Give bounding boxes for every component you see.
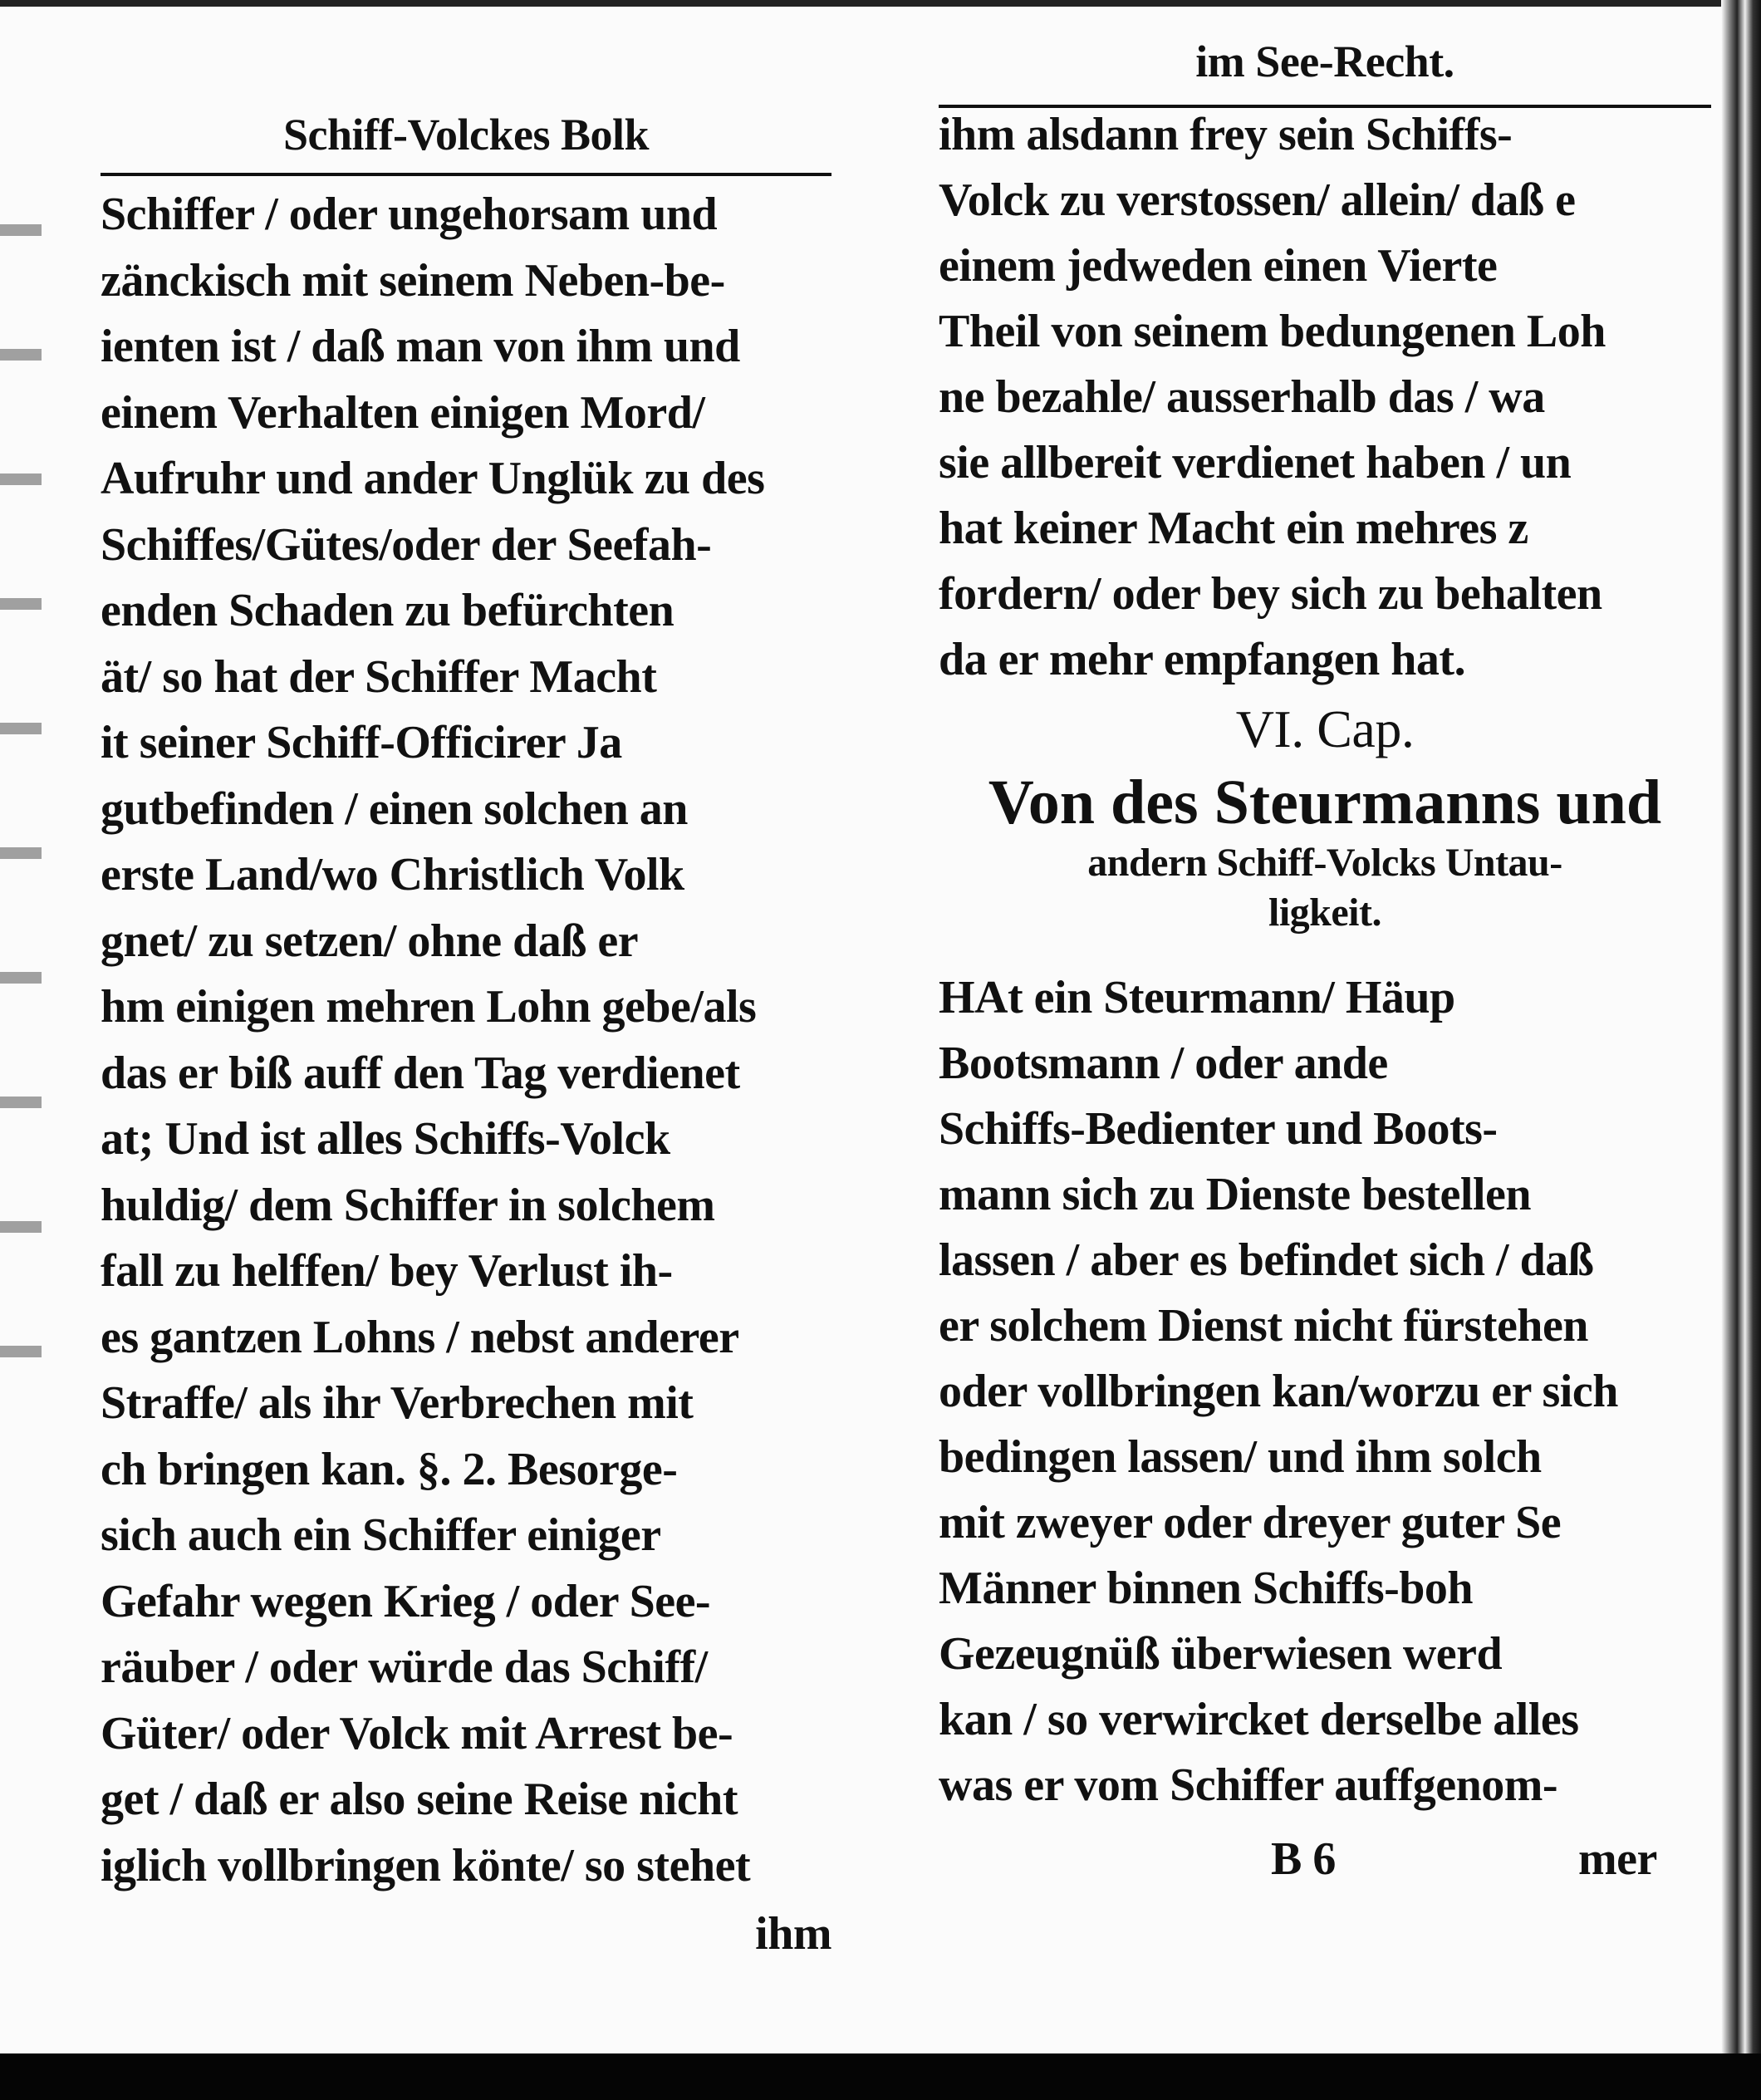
book-edge	[1721, 0, 1761, 2100]
text-line: Männer binnen Schiffs-boh	[939, 1563, 1474, 1614]
chapter-title: Von des Steurmanns und	[988, 768, 1662, 837]
text-line: enden Schaden zu befürchten	[101, 585, 674, 636]
text-line: gnet/ zu setzen/ ohne daß er	[101, 915, 639, 967]
text-line: Gezeugnüß überwiesen werd	[939, 1628, 1503, 1680]
text-line: fall zu helffen/ bey Verlust ih-	[101, 1245, 673, 1297]
text-line: lassen / aber es befindet sich / daß	[939, 1234, 1594, 1286]
text-line: Gefahr wegen Krieg / oder See-	[101, 1575, 711, 1627]
text-line: ät/ so hat der Schiffer Macht	[101, 650, 657, 703]
bleed-through-marks	[0, 150, 42, 1396]
text-line: das er biß auff den Tag verdienet	[101, 1047, 740, 1099]
text-line: Bootsmann / oder ande	[939, 1038, 1388, 1089]
left-header-rule	[101, 173, 831, 176]
text-line: es gantzen Lohns / nebst anderer	[101, 1311, 739, 1363]
right-catchword: mer	[1578, 1833, 1657, 1885]
text-line: hat keiner Macht ein mehres z	[939, 503, 1528, 554]
scan-bottom-edge	[0, 2053, 1761, 2100]
text-line: huldig/ dem Schiffer in solchem	[101, 1179, 715, 1231]
text-line: at; Und ist alles Schiffs-Volck	[101, 1113, 670, 1165]
text-line: HAt ein Steurmann/ Häup	[939, 972, 1455, 1023]
text-line: Schiffes/Gütes/oder der Seefah-	[101, 518, 712, 571]
text-line: da er mehr empfangen hat.	[939, 634, 1466, 685]
text-line: einem jedweden einen Vierte	[939, 240, 1498, 292]
text-line: Güter/ oder Volck mit Arrest be-	[101, 1707, 733, 1759]
chapter-subtitle-cont: ligkeit.	[1268, 891, 1381, 935]
text-line: hm einigen mehren Lohn gebe/als	[101, 981, 757, 1033]
text-line: sie allbereit verdienet haben / un	[939, 437, 1572, 488]
text-line: was er vom Schiffer auffgenom-	[939, 1759, 1558, 1811]
text-line: Straffe/ als ihr Verbrechen mit	[101, 1377, 694, 1429]
text-line: ihm alsdann frey sein Schiffs-	[939, 109, 1513, 160]
text-line: mann sich zu Dienste bestellen	[939, 1169, 1531, 1220]
text-line: ienten ist / daß man von ihm und	[101, 321, 740, 372]
right-running-header: im See-Recht.	[1195, 37, 1454, 86]
text-line: fordern/ oder bey sich zu behalten	[939, 568, 1602, 620]
chapter-number: VI. Cap.	[1235, 699, 1415, 758]
signature-mark: B 6	[1271, 1833, 1336, 1885]
text-line: mit zweyer oder dreyer guter Se	[939, 1497, 1562, 1548]
text-line: Schiffer / oder ungehorsam und	[101, 189, 718, 240]
text-line: er solchem Dienst nicht fürstehen	[939, 1300, 1588, 1352]
text-line: gutbefinden / einen solchen an	[101, 783, 688, 835]
text-line: oder vollbringen kan/worzu er sich	[939, 1366, 1618, 1417]
text-line: zänckisch mit seinem Neben-be-	[101, 254, 725, 307]
text-line: ne bezahle/ ausserhalb das / wa	[939, 371, 1545, 423]
text-line: it seiner Schiff-Officirer Ja	[101, 717, 622, 768]
text-line: einem Verhalten einigen Mord/	[101, 386, 705, 439]
scan-top-edge	[0, 0, 1761, 7]
text-line: Aufruhr und ander Unglük zu des	[101, 453, 765, 504]
chapter-subtitle: andern Schiff-Volcks Untau-	[1087, 841, 1562, 885]
text-line: räuber / oder würde das Schiff/	[101, 1641, 708, 1693]
text-line: get / daß er also seine Reise nicht	[101, 1774, 738, 1825]
text-line: Theil von seinem bedungenen Loh	[939, 306, 1606, 357]
text-line: kan / so verwircket derselbe alles	[939, 1694, 1579, 1745]
text-line: Schiffs-Bedienter und Boots-	[939, 1103, 1498, 1155]
text-line: ch bringen kan. §. 2. Besorge-	[101, 1443, 678, 1495]
text-line: sich auch ein Schiffer einiger	[101, 1509, 661, 1561]
text-line: iglich vollbringen könte/ so stehet	[101, 1839, 751, 1891]
text-line: Volck zu verstossen/ allein/ daß e	[939, 174, 1576, 226]
text-line: bedingen lassen/ und ihm solch	[939, 1431, 1542, 1483]
left-running-header: Schiff-Volckes Bolk	[282, 110, 650, 159]
text-line: erste Land/wo Christlich Volk	[101, 849, 684, 900]
left-catchword: ihm	[755, 1908, 831, 1960]
